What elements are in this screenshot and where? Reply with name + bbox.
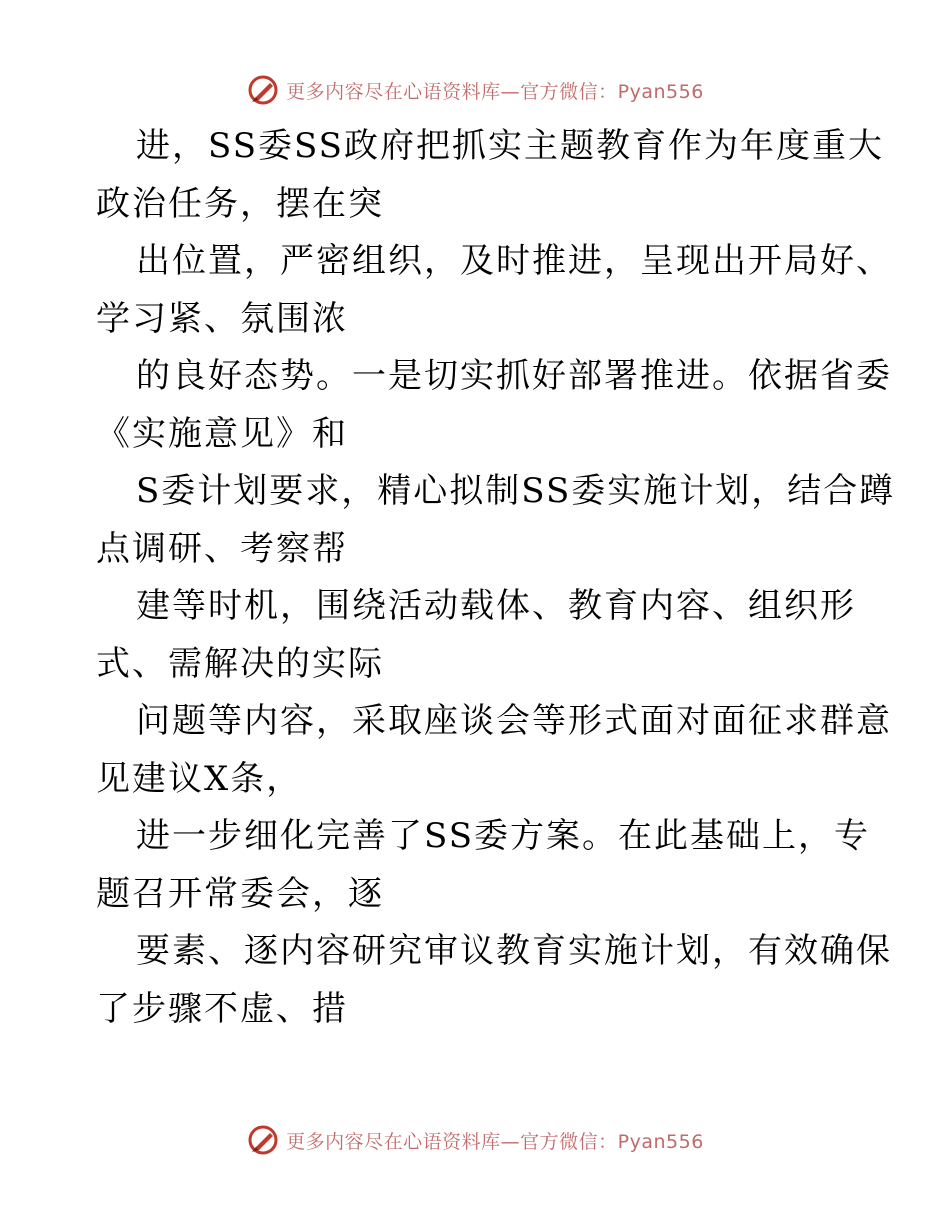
paragraph-line: 见建议X条，: [96, 758, 303, 799]
paragraph-line: 问题等内容，采取座谈会等形式面对面征求群意: [136, 701, 892, 741]
paragraph-line: 《实施意见》和: [96, 413, 348, 454]
paragraph: [96, 233, 892, 348]
paragraph: [96, 348, 892, 463]
paragraph-line: 了步骤不虚、措: [96, 988, 348, 1029]
paragraph-line: 政治任务，摆在突: [96, 183, 384, 224]
footer-watermark-text: 更多内容尽在心语资料库—官方微信：Pyan556: [286, 1130, 704, 1153]
paragraph-line: 进，SS委SS政府把抓实主题教育作为年度重大: [136, 126, 884, 166]
header-watermark-text: 更多内容尽在心语资料库—官方微信：Pyan556: [286, 80, 704, 103]
paragraph: [96, 578, 876, 693]
paragraph-line: 进一步细化完善了SS委方案。在此基础上，专: [136, 816, 870, 856]
paragraph: [96, 693, 892, 808]
pen-circle-logo-icon: [246, 1123, 280, 1157]
paragraph: [96, 923, 892, 1038]
paragraph-line: 学习紧、氛围浓: [96, 298, 348, 339]
paragraph-line: 式、需解决的实际: [96, 643, 384, 684]
paragraph-line: 题召开常委会，逐: [96, 873, 384, 914]
paragraph: [96, 463, 896, 578]
paragraph-line: 的良好态势。一是切实抓好部署推进。依据省委: [136, 356, 892, 396]
paragraph: [96, 118, 884, 233]
paragraph-line: 建等时机，围绕活动载体、教育内容、组织形: [136, 586, 856, 626]
document-body: [96, 118, 896, 1038]
paragraph: [96, 808, 876, 923]
header-watermark: [0, 70, 950, 110]
footer-watermark: [0, 1120, 950, 1160]
paragraph-line: S委计划要求，精心拟制SS委实施计划，结合蹲: [136, 471, 896, 511]
paragraph-line: 出位置，严密组织，及时推进，呈现出开局好、: [136, 241, 892, 281]
pen-circle-logo-icon: [246, 73, 280, 107]
paragraph-line: 要素、逐内容研究审议教育实施计划，有效确保: [136, 931, 892, 971]
paragraph-line: 点调研、考察帮: [96, 528, 348, 569]
